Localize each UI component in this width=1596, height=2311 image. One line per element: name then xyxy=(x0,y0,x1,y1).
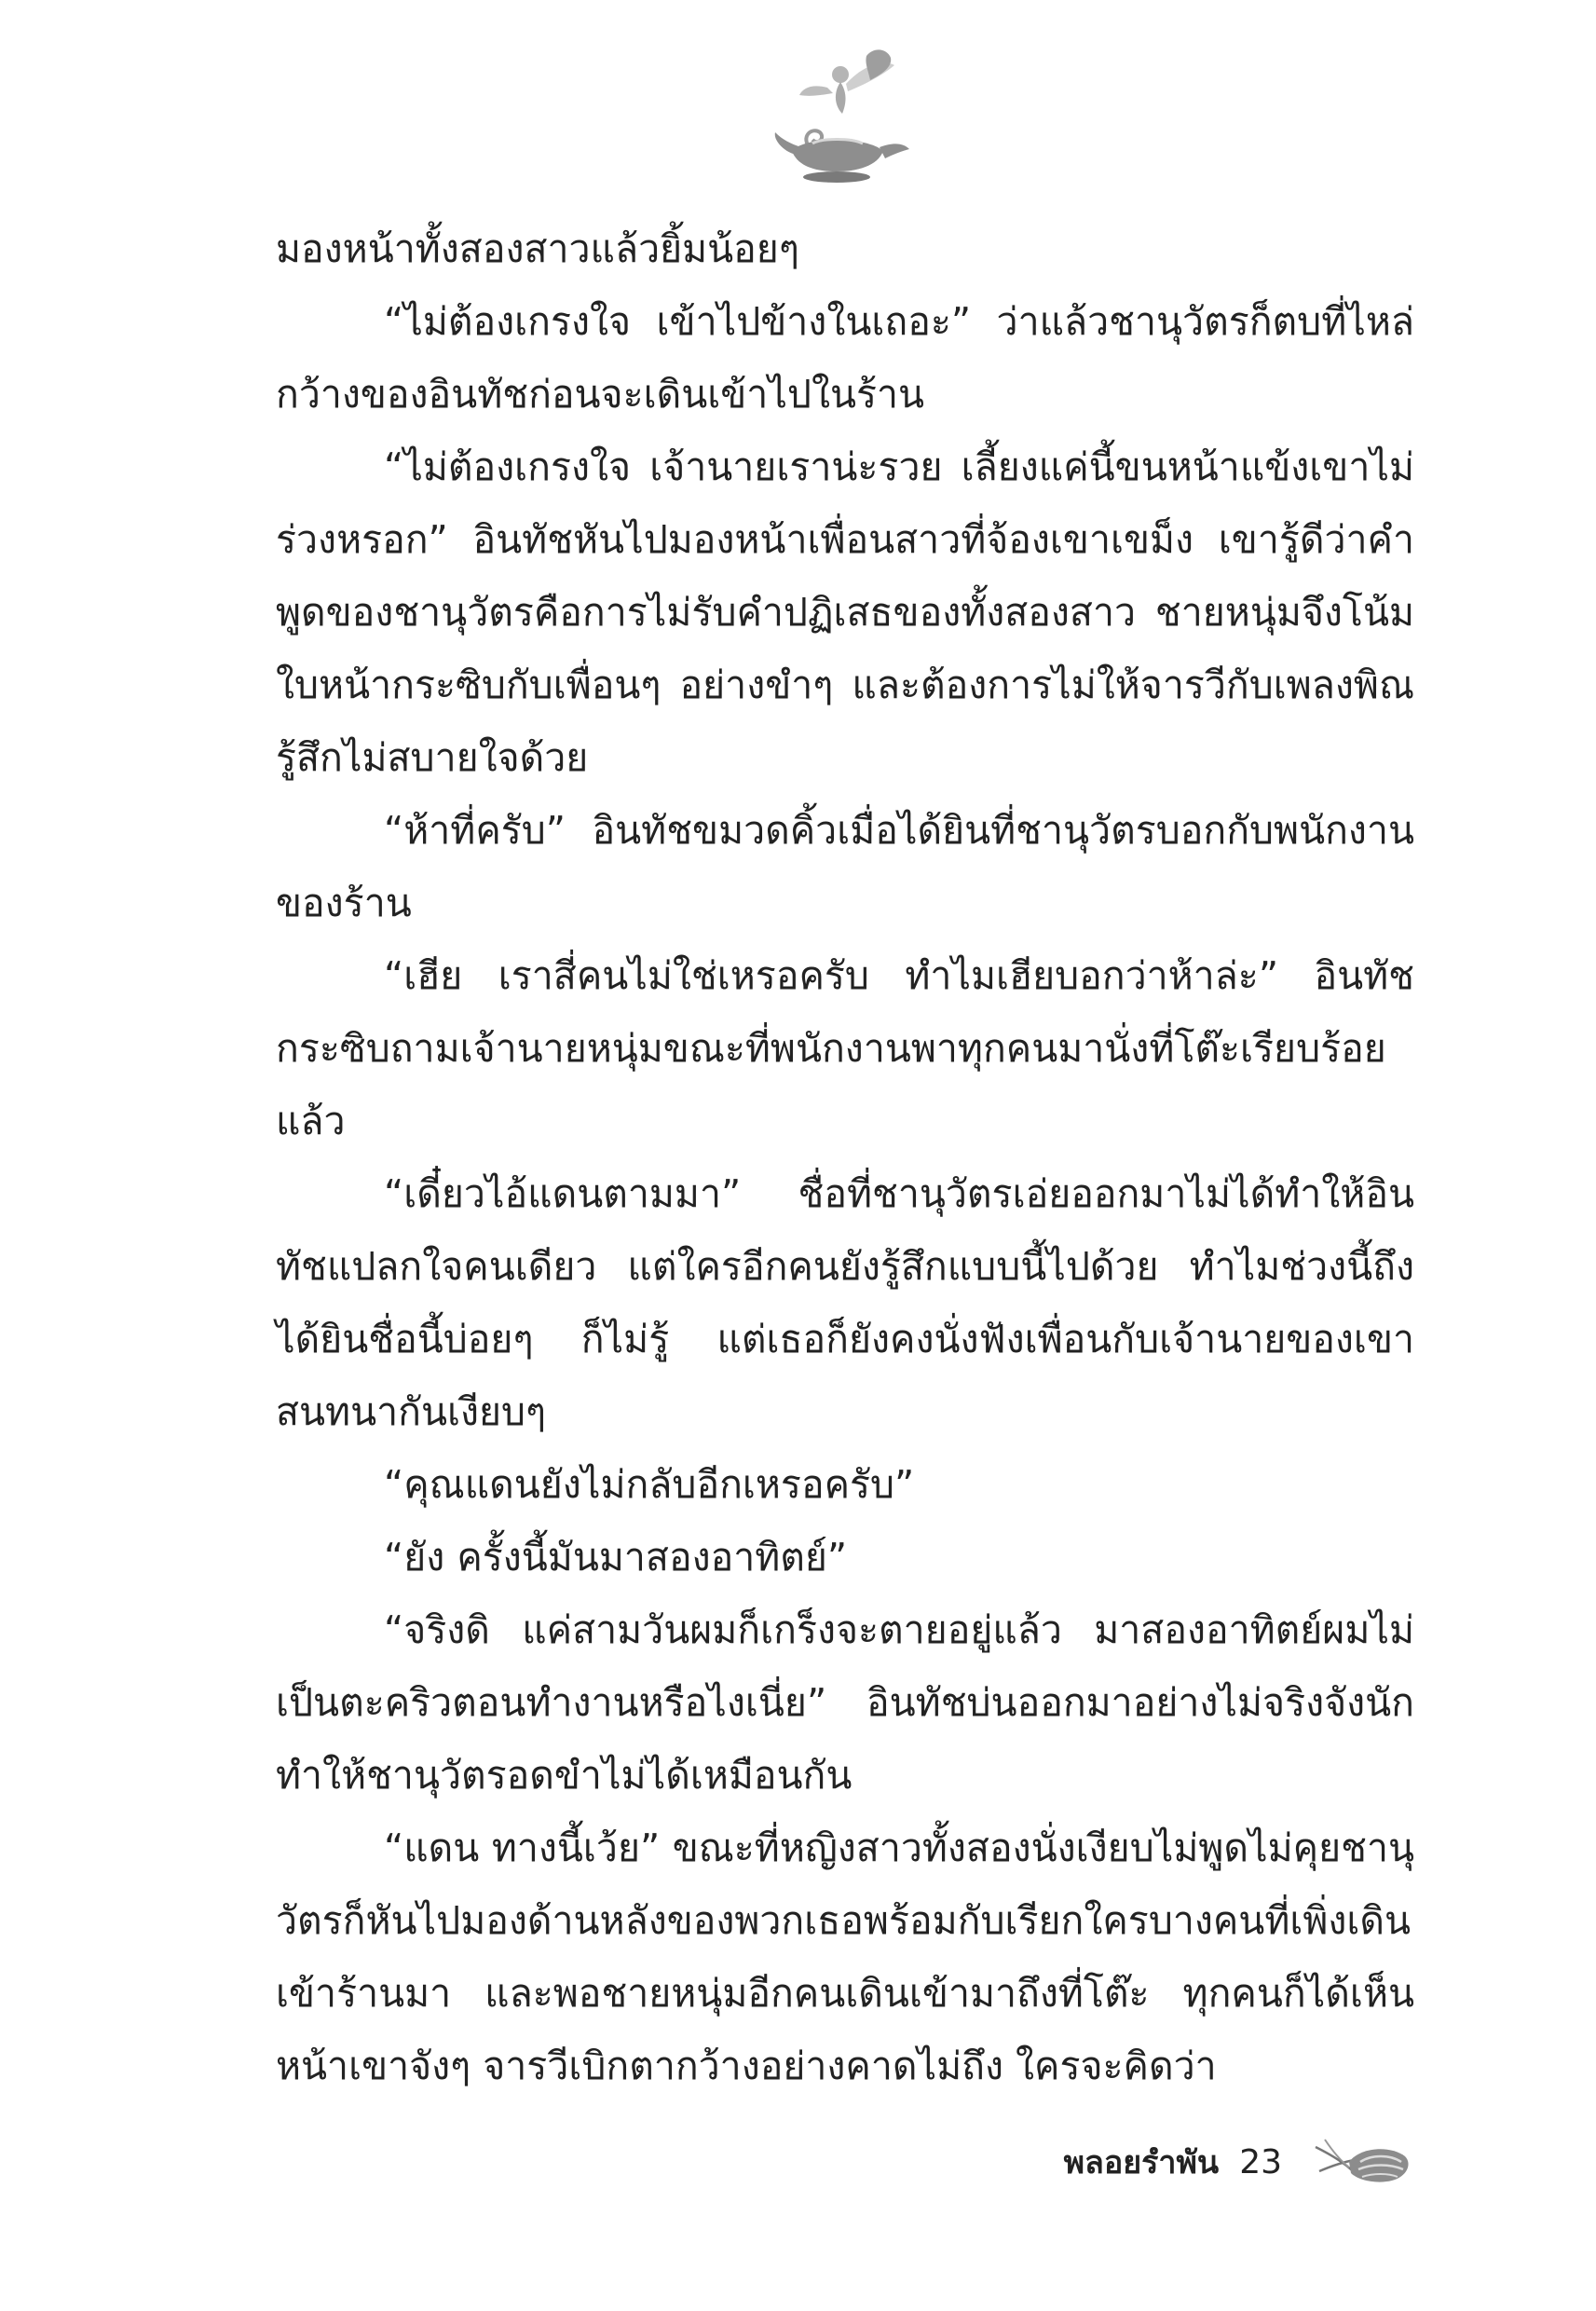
paragraph-4: “ห้าที่ครับ” อินทัชขมวดคิ้วเมื่อได้ยินที่ชานุวัตรบอกกับพนักงานของร้าน xyxy=(276,808,1414,925)
paragraph-10: “แดน ทางนี้เว้ย” ขณะที่หญิงสาวทั้งสองนั่งเงียบไม่พูดไม่คุยชานุวัตรก็หันไปมองด้านหลังของพวกเธอพร้อมกับเรียกใครบางคนที่เพิ่งเดินเข้าร้านมา และพอชายหนุ่มอีกคนเดินเข้ามาถึงที่โต๊ะ ทุกคนก็ได้เห็นหน้าเขาจังๆ จารวีเบิกตากว้างอย่างคาดไม่ถึง ใครจะคิดว่า xyxy=(276,1826,1414,2088)
page-footer xyxy=(1064,2134,1414,2190)
paragraph-8: “ยัง ครั้งนี้มันมาสองอาทิตย์” xyxy=(384,1535,848,1579)
paragraph-2: “ไม่ต้องเกรงใจ เข้าไปข้างในเถอะ” ว่าแล้วชานุวัตรก็ตบที่ไหล่กว้างของอินทัชก่อนจะเดินเข้าไปในร้าน xyxy=(276,299,1414,417)
page-number: 23 xyxy=(1239,2142,1282,2181)
story-text xyxy=(276,212,1414,2102)
book-title: พลอยรำพัน xyxy=(1063,2144,1220,2181)
paragraph-5: “เฮีย เราสี่คนไม่ใช่เหรอครับ ทำไมเฮียบอกว่าห้าล่ะ” อินทัชกระซิบถามเจ้านายหนุ่มขณะที่พนักงานพาทุกคนมานั่งที่โต๊ะเรียบร้อยแล้ว xyxy=(276,953,1414,1143)
paragraph-6: “เดี๋ยวไอ้แดนตามมา” ชื่อที่ชานุวัตรเอ่ยออกมาไม่ได้ทำให้อินทัชแปลกใจคนเดียว แต่ใครอีกคนยังรู้สึกแบบนี้ไปด้วย ทำไมช่วงนี้ถึงได้ยินชื่อนี้บ่อยๆ ก็ไม่รู้ แต่เธอก็ยังคงนั่งฟังเพื่อนกับเจ้านายของเขาสนทนากันเงียบๆ xyxy=(276,1171,1414,1434)
paragraph-9: “จริงดิ แค่สามวันผมก็เกร็งจะตายอยู่แล้ว มาสองอาทิตย์ผมไม่เป็นตะคริวตอนทำงานหรือไงเนี่ย” อินทัชบ่นออกมาอย่างไม่จริงจังนัก ทำให้ชานุวัตรอดขำไม่ได้เหมือนกัน xyxy=(276,1607,1414,1798)
lamp-with-fairy-icon xyxy=(755,47,913,186)
paragraph-1: มองหน้าทั้งสองสาวแล้วยิ้มน้อยๆ xyxy=(276,226,799,271)
shell-flourish-icon xyxy=(1312,2134,1414,2190)
paragraph-3: “ไม่ต้องเกรงใจ เจ้านายเราน่ะรวย เลี้ยงแค่นี้ขนหน้าแข้งเขาไม่ร่วงหรอก” อินทัชหันไปมองหน้าเพื่อนสาวที่จ้องเขาเขม็ง เขารู้ดีว่าคำพูดของชานุวัตรคือการไม่รับคำปฏิเสธของทั้งสองสาว ชายหนุ่มจึงโน้มใบหน้ากระซิบกับเพื่อนๆ อย่างขำๆ และต้องการไม่ให้จารวีกับเพลงพิณรู้สึกไม่สบายใจด้วย xyxy=(276,444,1414,780)
paragraph-7: “คุณแดนยังไม่กลับอีกเหรอครับ” xyxy=(384,1462,915,1507)
